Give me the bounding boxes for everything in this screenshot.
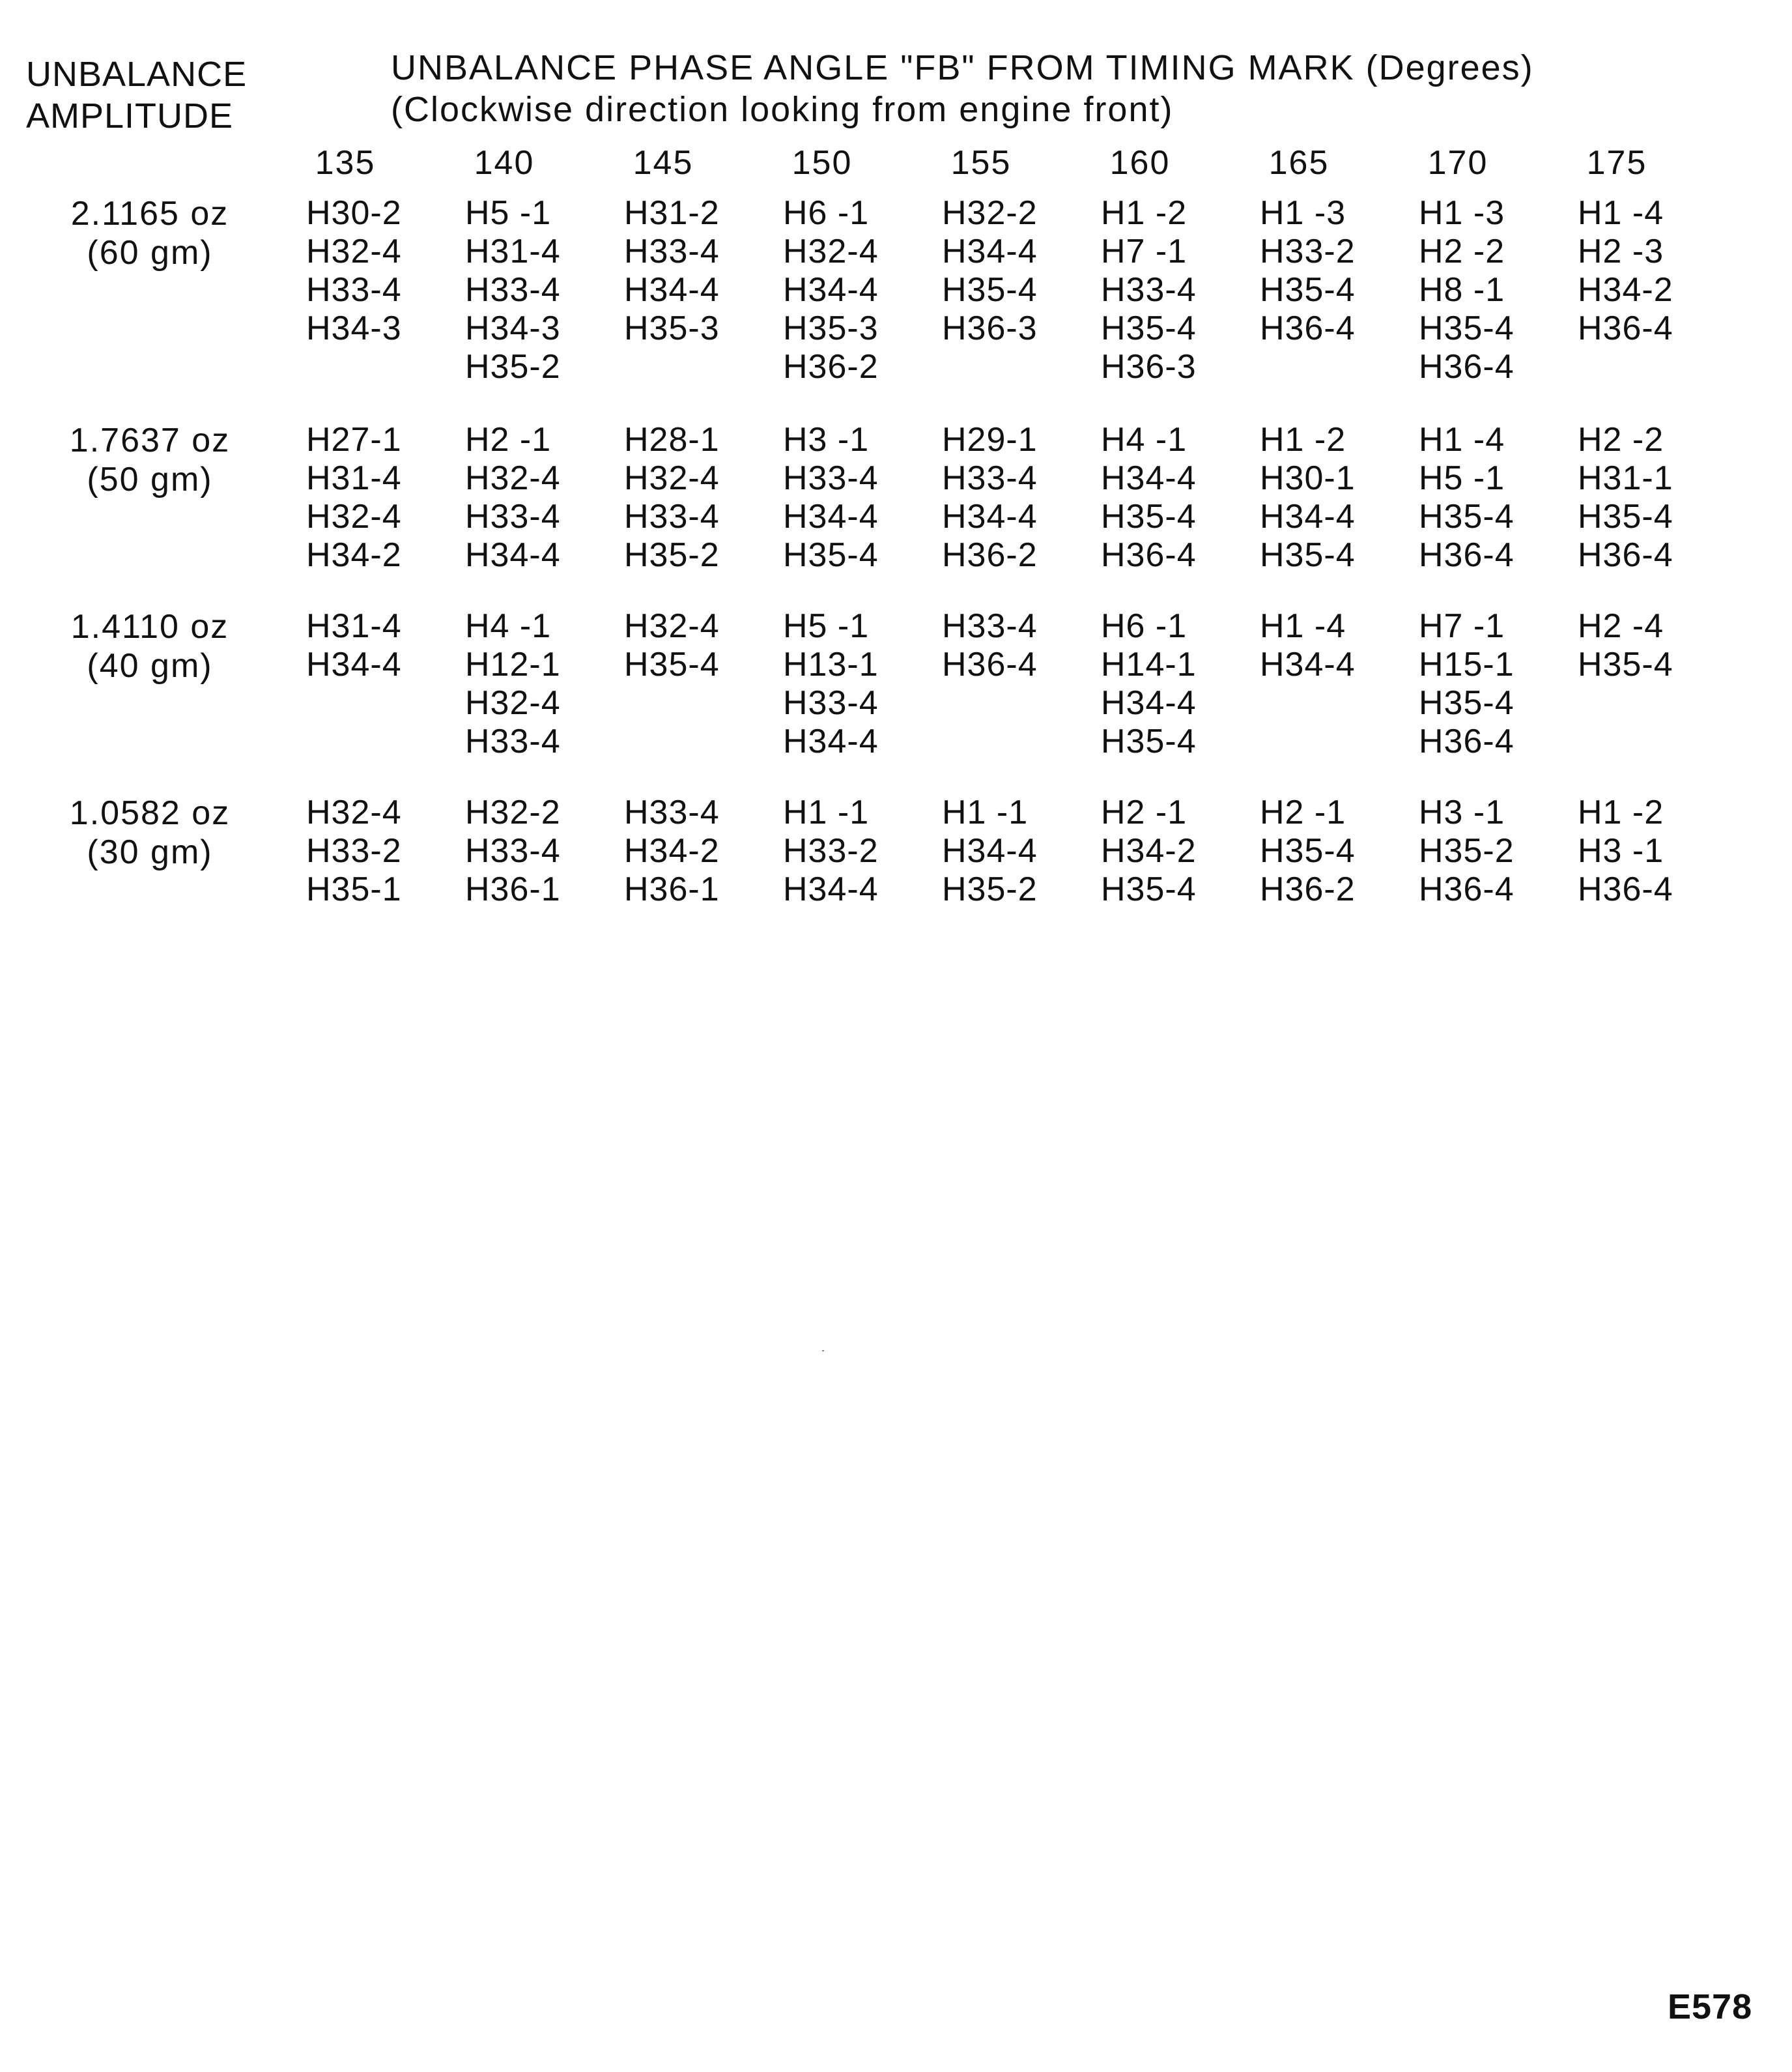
weight-cell	[1419, 794, 1556, 909]
amplitude-oz: 1.4110 oz	[70, 608, 229, 646]
weight-code: H36-4	[942, 646, 1038, 683]
weight-code: H36-2	[1260, 871, 1356, 908]
weight-code: H33-4	[942, 607, 1038, 645]
weight-code: H36-4	[1419, 536, 1515, 574]
weight-code: H36-3	[1101, 348, 1197, 386]
weight-code: H36-4	[1419, 348, 1515, 386]
weight-cell	[942, 607, 1079, 684]
weight-code: H35-2	[942, 871, 1038, 908]
weight-cell	[624, 194, 761, 348]
weight-code: H34-4	[306, 646, 402, 683]
weight-code: H34-2	[624, 832, 720, 870]
weight-code: H34-3	[465, 309, 561, 347]
weight-code: H34-4	[1260, 646, 1356, 683]
weight-code: H35-4	[1260, 536, 1356, 574]
weight-cell	[465, 794, 602, 909]
weight-code: H34-4	[783, 271, 879, 309]
weight-code: H33-4	[624, 233, 720, 270]
weight-code: H33-4	[942, 459, 1038, 497]
weight-cell	[1260, 421, 1397, 575]
weight-code: H5 -1	[783, 607, 870, 645]
phase-header-line-1: UNBALANCE PHASE ANGLE "FB" FROM TIMING MARK (Degrees)	[391, 48, 1534, 87]
weight-code: H35-4	[942, 271, 1038, 309]
weight-code: H35-2	[1419, 832, 1515, 870]
weight-code: H3 -1	[1419, 794, 1505, 831]
weight-cell	[624, 794, 761, 909]
weight-code: H36-2	[942, 536, 1038, 574]
weight-code: H33-4	[624, 498, 720, 536]
angle-header-3: 150	[791, 144, 853, 182]
weight-code: H34-4	[783, 871, 879, 908]
weight-code: H32-4	[624, 459, 720, 497]
weight-cell	[942, 794, 1079, 909]
weight-code: H6 -1	[783, 194, 870, 232]
weight-code: H35-4	[1419, 498, 1515, 536]
weight-code: H34-4	[1260, 498, 1356, 536]
amplitude-oz: 1.0582 oz	[69, 794, 231, 832]
weight-code: H12-1	[465, 646, 561, 683]
phase-angle-header	[391, 47, 1534, 130]
weight-code: H34-4	[942, 498, 1038, 536]
weight-code: H1 -4	[1419, 421, 1505, 459]
weight-code: H30-2	[306, 194, 402, 232]
weight-code: H1 -1	[942, 794, 1029, 831]
weight-code: H32-4	[306, 794, 402, 831]
weight-code: H35-4	[1260, 271, 1356, 309]
amplitude-column-header	[26, 53, 247, 137]
amplitude-gm: (40 gm)	[87, 647, 213, 685]
weight-code: H33-4	[465, 723, 561, 760]
weight-code: H36-4	[1260, 309, 1356, 347]
weight-code: H35-2	[465, 348, 561, 386]
amplitude-header-line-1: UNBALANCE	[26, 55, 248, 94]
weight-code: H32-4	[465, 459, 561, 497]
amplitude-header-line-2: AMPLITUDE	[26, 96, 234, 136]
angle-header-8: 175	[1586, 144, 1647, 182]
weight-cell	[306, 194, 443, 348]
weight-code: H32-4	[624, 607, 720, 645]
weight-code: H35-4	[783, 536, 879, 574]
amplitude-gm: (60 gm)	[87, 234, 213, 272]
weight-code: H33-4	[1101, 271, 1197, 309]
weight-code: H2 -4	[1578, 607, 1664, 645]
weight-code: H36-1	[624, 871, 720, 908]
weight-code: H28-1	[624, 421, 720, 459]
weight-code: H34-2	[1578, 271, 1673, 309]
weight-code: H2 -2	[1419, 233, 1505, 270]
weight-code: H33-4	[783, 684, 879, 722]
weight-code: H34-4	[1101, 684, 1197, 722]
weight-code: H6 -1	[1101, 607, 1188, 645]
weight-cell	[1260, 607, 1397, 684]
amplitude-gm: (30 gm)	[87, 833, 213, 871]
weight-code: H3 -1	[1578, 832, 1664, 870]
weight-code: H34-4	[783, 498, 879, 536]
weight-code: H2 -1	[1260, 794, 1346, 831]
weight-cell	[624, 421, 761, 575]
weight-code: H2 -2	[1578, 421, 1664, 459]
weight-code: H3 -1	[783, 421, 870, 459]
weight-code: H33-4	[306, 271, 402, 309]
weight-code: H31-1	[1578, 459, 1673, 497]
weight-code: H35-4	[1101, 498, 1197, 536]
weight-code: H5 -1	[1419, 459, 1505, 497]
weight-code: H36-1	[465, 871, 561, 908]
weight-cell	[1101, 421, 1238, 575]
weight-code: H35-4	[1101, 871, 1197, 908]
weight-cell	[1419, 421, 1556, 575]
weight-cell	[465, 421, 602, 575]
weight-code: H34-4	[942, 832, 1038, 870]
weight-code: H1 -3	[1260, 194, 1346, 232]
weight-code: H32-2	[465, 794, 561, 831]
weight-code: H33-4	[465, 271, 561, 309]
weight-code: H36-2	[783, 348, 879, 386]
weight-cell	[1578, 194, 1714, 348]
angle-header-4: 155	[950, 144, 1012, 182]
weight-cell	[1101, 607, 1238, 761]
weight-cell	[624, 607, 761, 684]
weight-cell	[1101, 794, 1238, 909]
weight-code: H34-2	[1101, 832, 1197, 870]
weight-cell	[306, 794, 443, 909]
weight-code: H1 -1	[783, 794, 870, 831]
weight-code: H35-1	[306, 871, 402, 908]
amplitude-oz: 2.1165 oz	[70, 195, 229, 233]
angle-header-6: 165	[1268, 144, 1330, 182]
weight-cell	[1578, 794, 1714, 909]
weight-code: H35-4	[1578, 646, 1673, 683]
weight-code: H35-2	[624, 536, 720, 574]
weight-code: H31-4	[306, 459, 402, 497]
weight-cell	[1260, 194, 1397, 348]
weight-code: H34-3	[306, 309, 402, 347]
weight-code: H2 -1	[1101, 794, 1188, 831]
weight-code: H35-4	[1260, 832, 1356, 870]
weight-code: H32-4	[306, 498, 402, 536]
weight-code: H31-4	[465, 233, 561, 270]
weight-code: H36-3	[942, 309, 1038, 347]
weight-code: H32-4	[783, 233, 879, 270]
weight-cell	[1578, 421, 1714, 575]
weight-code: H35-4	[1419, 684, 1515, 722]
weight-code: H4 -1	[465, 607, 552, 645]
weight-code: H36-4	[1578, 309, 1673, 347]
weight-code: H1 -2	[1260, 421, 1346, 459]
weight-code: H34-4	[1101, 459, 1197, 497]
weight-code: H32-2	[942, 194, 1038, 232]
weight-cell	[306, 607, 443, 684]
angle-header-5: 160	[1109, 144, 1171, 182]
weight-cell	[942, 421, 1079, 575]
weight-code: H36-4	[1578, 871, 1673, 908]
weight-code: H34-4	[624, 271, 720, 309]
weight-code: H35-3	[783, 309, 879, 347]
weight-code: H36-4	[1101, 536, 1197, 574]
weight-cell	[1578, 607, 1714, 684]
weight-cell	[1260, 794, 1397, 909]
weight-code: H1 -2	[1101, 194, 1188, 232]
weight-code: H35-4	[1419, 309, 1515, 347]
amplitude-oz: 1.7637 oz	[69, 422, 231, 459]
weight-code: H13-1	[783, 646, 879, 683]
phase-header-line-2: (Clockwise direction looking from engine front)	[391, 90, 1174, 129]
weight-cell	[783, 794, 920, 909]
weight-code: H35-4	[1578, 498, 1673, 536]
weight-code: H33-4	[624, 794, 720, 831]
weight-cell	[783, 607, 920, 761]
weight-cell	[783, 194, 920, 386]
weight-code: H34-4	[783, 723, 879, 760]
weight-code: H7 -1	[1419, 607, 1505, 645]
weight-code: H33-4	[465, 498, 561, 536]
weight-cell	[306, 421, 443, 575]
weight-code: H1 -4	[1578, 194, 1664, 232]
weight-code: H2 -3	[1578, 233, 1664, 270]
weight-code: H14-1	[1101, 646, 1197, 683]
weight-code: H36-4	[1578, 536, 1673, 574]
angle-header-2: 145	[633, 144, 694, 182]
weight-code: H27-1	[306, 421, 402, 459]
weight-cell	[942, 194, 1079, 348]
weight-cell	[1419, 607, 1556, 761]
weight-code: H30-1	[1260, 459, 1356, 497]
weight-code: H1 -4	[1260, 607, 1346, 645]
weight-code: H35-3	[624, 309, 720, 347]
figure-code: E578	[1668, 1987, 1753, 2026]
weight-code: H5 -1	[465, 194, 552, 232]
weight-code: H36-4	[1419, 723, 1515, 760]
weight-code: H33-4	[465, 832, 561, 870]
weight-code: H1 -3	[1419, 194, 1505, 232]
weight-cell	[1419, 194, 1556, 386]
weight-code: H8 -1	[1419, 271, 1505, 309]
weight-code: H2 -1	[465, 421, 552, 459]
weight-code: H34-2	[306, 536, 402, 574]
weight-code: H34-4	[942, 233, 1038, 270]
weight-code: H33-2	[783, 832, 879, 870]
angle-header-0: 135	[315, 144, 376, 182]
weight-code: H1 -2	[1578, 794, 1664, 831]
weight-code: H35-4	[624, 646, 720, 683]
weight-code: H31-4	[306, 607, 402, 645]
weight-code: H7 -1	[1101, 233, 1188, 270]
weight-code: H29-1	[942, 421, 1038, 459]
weight-code: H15-1	[1419, 646, 1515, 683]
weight-cell	[465, 194, 602, 386]
weight-cell	[1101, 194, 1238, 386]
weight-cell	[783, 421, 920, 575]
scan-speck	[822, 1350, 824, 1351]
weight-code: H33-2	[306, 832, 402, 870]
weight-code: H33-2	[1260, 233, 1356, 270]
weight-code: H35-4	[1101, 309, 1197, 347]
weight-code: H36-4	[1419, 871, 1515, 908]
weight-code: H31-2	[624, 194, 720, 232]
weight-code: H35-4	[1101, 723, 1197, 760]
weight-code: H34-4	[465, 536, 561, 574]
weight-code: H4 -1	[1101, 421, 1188, 459]
weight-code: H32-4	[465, 684, 561, 722]
angle-header-7: 170	[1427, 144, 1488, 182]
weight-cell	[465, 607, 602, 761]
weight-code: H33-4	[783, 459, 879, 497]
angle-header-1: 140	[474, 144, 535, 182]
amplitude-gm: (50 gm)	[87, 461, 213, 498]
weight-code: H32-4	[306, 233, 402, 270]
